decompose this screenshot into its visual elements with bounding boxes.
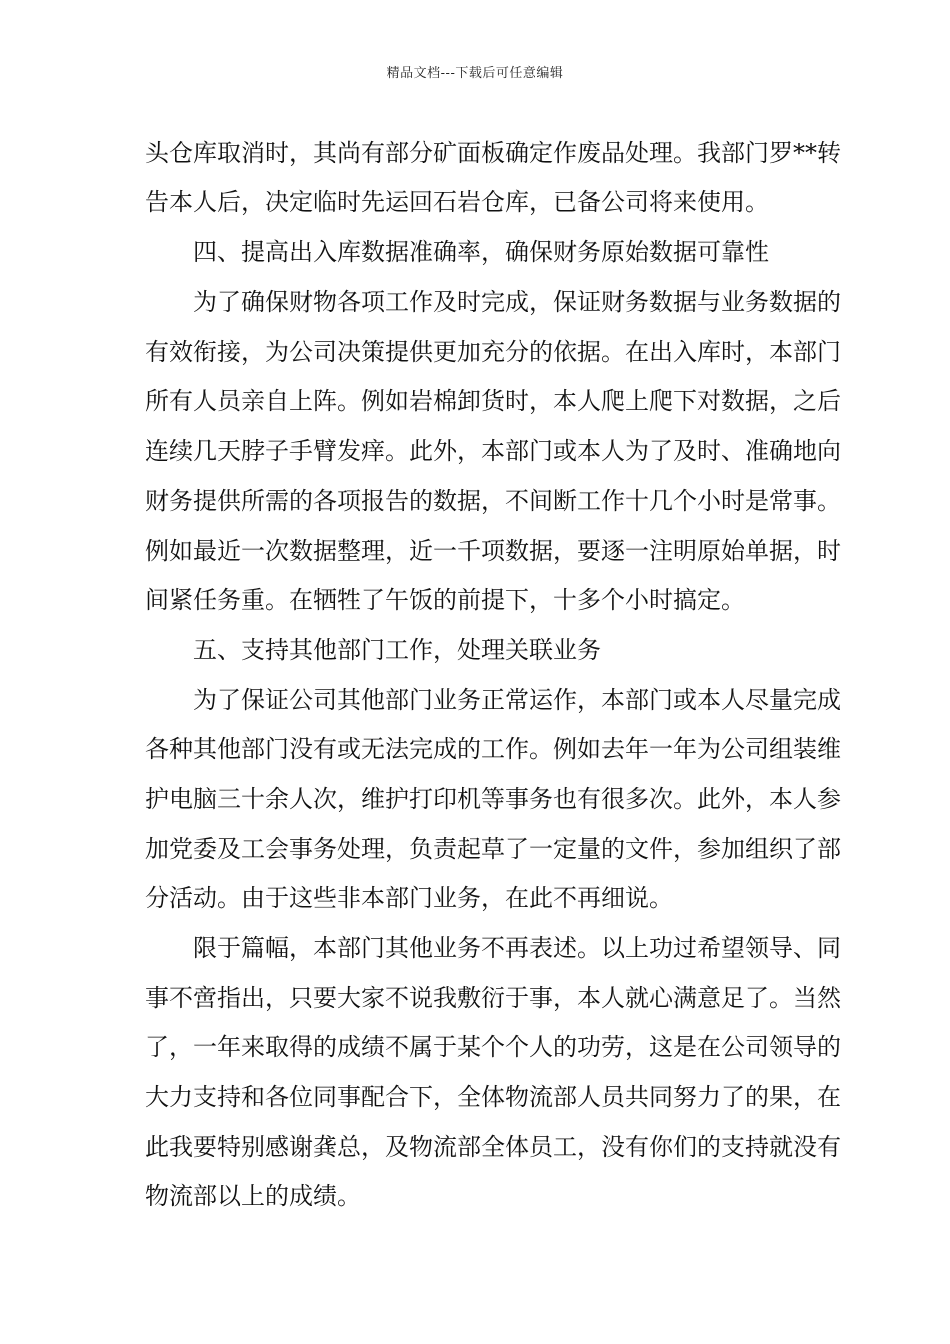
text-line: 大力支持和各位同事配合下，全体物流部人员共同努力了的果，在 bbox=[145, 1083, 841, 1111]
text-line: 告本人后，决定临时先运回石岩仓库，已备公司将来使用。 bbox=[145, 188, 769, 216]
page-header: 精品文档---下载后可任意编辑 bbox=[386, 66, 564, 81]
text-line: 各种其他部门没有或无法完成的工作。例如去年一年为公司组装维 bbox=[145, 735, 841, 763]
text-line: 间紧任务重。在牺牲了午饭的前提下，十多个小时搞定。 bbox=[145, 586, 745, 614]
text-line: 事不啻指出，只要大家不说我敷衍于事，本人就心满意足了。当然 bbox=[145, 984, 841, 1012]
text-line: 头仓库取消时，其尚有部分矿面板确定作废品处理。我部门罗**转 bbox=[145, 139, 841, 167]
text-line: 财务提供所需的各项报告的数据，不间断工作十几个小时是常事。 bbox=[145, 487, 841, 515]
text-line: 所有人员亲自上阵。例如岩棉卸货时，本人爬上爬下对数据，之后 bbox=[145, 387, 841, 415]
text-line: 为了确保财物各项工作及时完成，保证财务数据与业务数据的 bbox=[193, 288, 841, 316]
text-line: 加党委及工会事务处理，负责起草了一定量的文件，参加组织了部 bbox=[145, 835, 841, 863]
text-line: 了，一年来取得的成绩不属于某个个人的功劳，这是在公司领导的 bbox=[145, 1033, 841, 1061]
text-line: 分活动。由于这些非本部门业务，在此不再细说。 bbox=[145, 884, 673, 912]
section-heading: 五、支持其他部门工作，处理关联业务 bbox=[193, 636, 601, 664]
text-line: 例如最近一次数据整理，近一千项数据，要逐一注明原始单据，时 bbox=[145, 537, 841, 565]
text-line: 护电脑三十余人次，维护打印机等事务也有很多次。此外，本人参 bbox=[145, 785, 841, 813]
section-heading: 四、提高出入库数据准确率，确保财务原始数据可靠性 bbox=[193, 238, 769, 266]
text-line: 物流部以上的成绩。 bbox=[145, 1182, 361, 1210]
text-line: 连续几天脖子手臂发痒。此外，本部门或本人为了及时、准确地向 bbox=[145, 437, 841, 465]
text-line: 有效衔接，为公司决策提供更加充分的依据。在出入库时，本部门 bbox=[145, 338, 841, 366]
text-line: 限于篇幅，本部门其他业务不再表述。以上功过希望领导、同 bbox=[193, 934, 841, 962]
text-line: 此我要特别感谢龚总，及物流部全体员工，没有你们的支持就没有 bbox=[145, 1133, 841, 1161]
text-line: 为了保证公司其他部门业务正常运作，本部门或本人尽量完成 bbox=[193, 686, 841, 714]
